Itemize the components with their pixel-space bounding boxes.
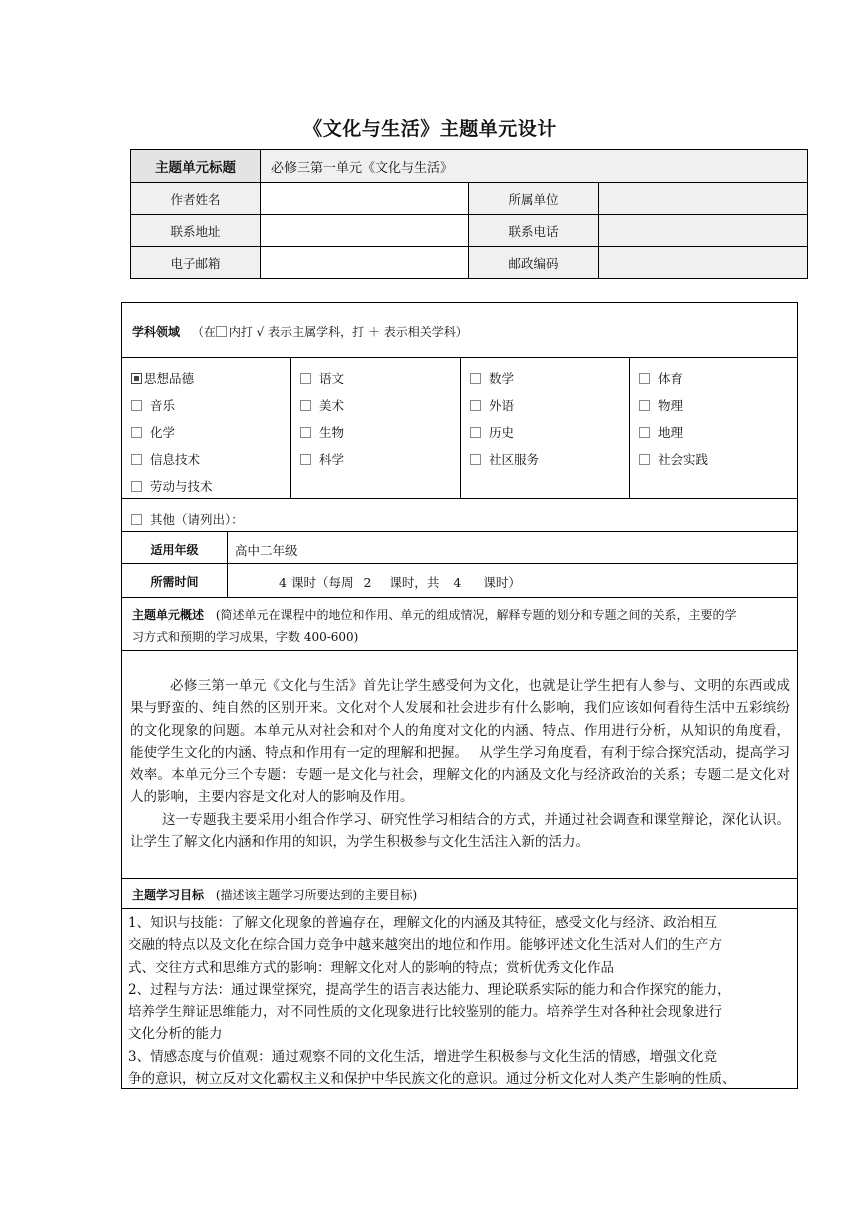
goal-line: 交融的特点以及文化在综合国力竞争中越来越突出的地位和作用。能够评述文化生活对人们的生产方 [128,937,722,954]
checkbox-icon [639,400,650,411]
goals-header [132,886,417,903]
subject-item-music[interactable]: 音乐 [131,396,175,414]
address-label: 联系地址 [131,215,261,247]
checkbox-icon [470,454,481,465]
subject-item-physics[interactable]: 物理 [639,396,683,414]
unit-title-value: 必修三第一单元《文化与生活》 [261,150,808,183]
email-label: 电子邮箱 [131,247,261,279]
email-field[interactable] [261,247,469,279]
goal-line: 培养学生辩证思维能力，对不同性质的文化现象进行比较鉴别的能力。培养学生对各种社会现象进行 [128,1004,722,1021]
subject-item-chemistry[interactable]: 化学 [131,423,175,441]
overview-header [132,604,792,648]
subject-item-foreign-language[interactable]: 外语 [470,396,514,414]
goals-label: 主题学习目标 [132,888,205,902]
page-title: 《文化与生活》主题单元设计 [303,118,557,140]
address-field[interactable] [261,215,469,247]
checkbox-sample-icon [216,326,227,337]
overview-paragraph-2: 这一专题我主要采用小组合作学习、研究性学习相结合的方式，并通过社会调查和课堂辩论，深化认识。让学生了解文化内涵和作用的知识，为学生积极参与文化生活注入新的活力。 [130,812,790,851]
phone-label: 联系电话 [469,215,599,247]
goal-line: 2、过程与方法：通过课堂探究，提高学生的语言表达能力、理论联系实际的能力和合作探究的能力， [128,981,731,998]
phone-field[interactable] [599,215,808,247]
subject-item-history[interactable]: 历史 [470,423,514,441]
grade-label: 适用年级 [150,543,199,557]
subject-item-it[interactable]: 信息技术 [131,450,200,468]
checkbox-icon [300,454,311,465]
checkbox-icon [639,373,650,384]
checkbox-icon [639,427,650,438]
goals-hint: (描述该主题学习所要达到的主要目标) [215,888,418,902]
design-form [121,302,798,1089]
unit-title-label: 主题单元标题 [131,150,261,183]
info-table [130,149,808,279]
goal-line: 式、交往方式和思维方式的影响：理解文化对人的影响的特点；赏析优秀文化作品 [128,959,614,976]
time-value: 4 课时（每周 2 课时，共 4 课时） [279,575,521,590]
goal-line: 1、知识与技能：了解文化现象的普遍存在，理解文化的内涵及其特征，感受文化与经济、政治相互 [128,915,718,931]
subject-hint-suffix: 内打 √ 表示主属学科，打 ＋ 表示相关学科） [228,325,468,339]
goal-line: 争的意识，树立反对文化霸权主义和保护中华民族文化的意识。通过分析文化对人类产生影响的性质、 [128,1071,736,1088]
unit-label: 所属单位 [469,183,599,215]
postcode-field[interactable] [599,247,808,279]
unit-field[interactable] [599,183,808,215]
checkbox-icon [470,400,481,411]
subject-header [132,323,468,340]
checked-box-icon [131,373,142,384]
subject-item-pe[interactable]: 体育 [639,369,683,387]
subject-item-science[interactable]: 科学 [300,450,344,468]
time-label: 所需时间 [150,575,199,589]
subject-item-other[interactable]: 其他（请列出）： [131,510,244,528]
subject-item-moral[interactable]: 思想品德 [131,369,194,387]
checkbox-icon [470,373,481,384]
checkbox-icon [131,514,142,525]
checkbox-icon [300,400,311,411]
subject-item-math[interactable]: 数学 [470,369,514,387]
checkbox-icon [131,454,142,465]
subject-item-chinese[interactable]: 语文 [300,369,344,387]
author-field[interactable] [261,183,469,215]
subject-hint-prefix: （在 [191,325,216,339]
checkbox-icon [470,427,481,438]
overview-hint-2: 习方式和预期的学习成果，字数 400-600) [132,630,359,644]
subject-item-geography[interactable]: 地理 [639,423,683,441]
goals-list [128,912,794,1090]
checkbox-icon [300,373,311,384]
goal-line: 文化分析的能力 [128,1026,223,1043]
subject-item-labor[interactable]: 劳动与技术 [131,477,213,495]
checkbox-icon [131,481,142,492]
overview-hint: (简述单元在课程中的地位和作用、单元的组成情况，解释专题的划分和专题之间的关系，主要的学 [215,608,737,622]
goal-line: 3、情感态度与价值观：通过观察不同的文化生活，增进学生积极参与文化生活的情感，增强文化竞 [128,1048,718,1065]
checkbox-icon [131,400,142,411]
subject-label: 学科领域 [132,325,181,339]
postcode-label: 邮政编码 [469,247,599,279]
checkbox-icon [639,454,650,465]
subject-item-community[interactable]: 社区服务 [470,450,539,468]
checkbox-icon [300,427,311,438]
subject-item-social-practice[interactable]: 社会实践 [639,450,708,468]
author-label: 作者姓名 [131,183,261,215]
subject-item-art[interactable]: 美术 [300,396,344,414]
grade-value: 高中二年级 [235,543,298,558]
subject-item-biology[interactable]: 生物 [300,423,344,441]
checkbox-icon [131,427,142,438]
overview-paragraph-1: 必修三第一单元《文化与生活》首先让学生感受何为文化，也就是让学生把有人参与、文明的东西或成果与野蛮的、纯自然的区别开来。文化对个人发展和社会进步有什么影响，我们应该如何看待生活中五彩缤纷的文化现象的问题。本单元从对社会和对个人的角度对文化的内涵、特点、作用进行分析，从知识的角度看，能使学生文化的内涵、特点和作用有一定的理解和把握。 从学生学习角度看，有利于综合探究活动，提高学习效率。本单元分三个专题：专题一是文化与社会，理解文化的内涵及文化与经济政治的关系；专题二是文化对人的影响，主要内容是文化对人的影响及作用。 [130,678,790,806]
overview-label: 主题单元概述 [132,608,205,622]
